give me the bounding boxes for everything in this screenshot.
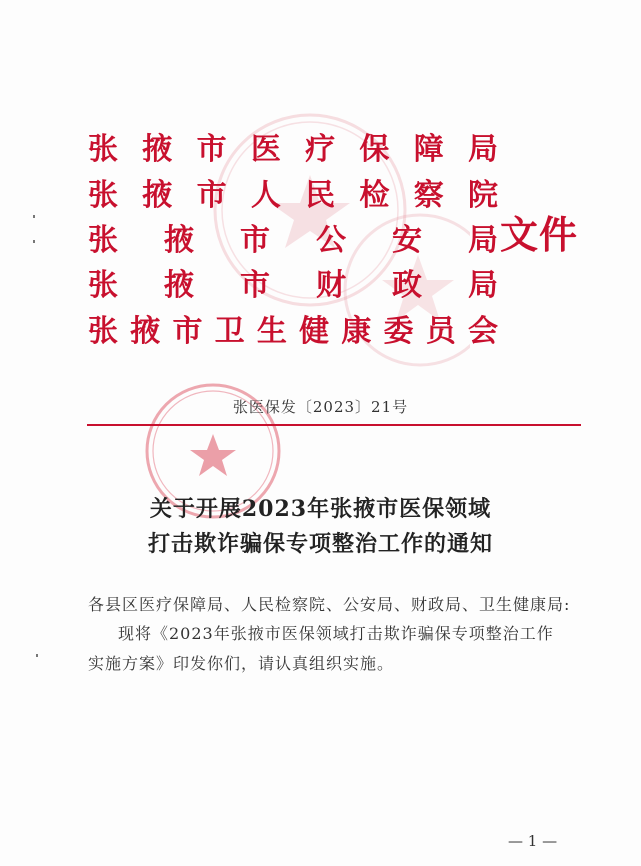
issuer-line-medical-security: 张 掖 市 医 疗 保 障 局 (88, 132, 498, 167)
body-paragraph-line1: 现将《2023年张掖市医保领域打击欺诈骗保专项整治工作 (118, 624, 554, 643)
red-divider-line (87, 424, 581, 426)
body-paragraph-line2: 实施方案》印发你们，请认真组织实施。 (88, 654, 395, 673)
document-title-line2: 打击欺诈骗保专项整治工作的通知 (147, 531, 493, 557)
document-type-label: 文件 (500, 212, 579, 257)
issuer-line-public-security: 张 掖 市 公 安 局 (88, 223, 498, 258)
scan-speck (33, 240, 35, 243)
document-number: 张医保发〔2023〕21号 (232, 398, 409, 416)
issuer-line-health-commission: 张 掖 市 卫 生 健 康 委 员 会 (88, 314, 498, 349)
recipients-line: 各县区医疗保障局、人民检察院、公安局、财政局、卫生健康局: (88, 595, 571, 614)
scan-speck (36, 654, 38, 657)
page-number: — 1 — (508, 832, 558, 850)
issuer-line-finance: 张 掖 市 财 政 局 (88, 268, 498, 303)
scan-speck (33, 215, 35, 218)
issuer-line-procuratorate: 张 掖 市 人 民 检 察 院 (88, 178, 498, 213)
document-title-line1: 关于开展2023年张掖市医保领域 (149, 496, 492, 522)
